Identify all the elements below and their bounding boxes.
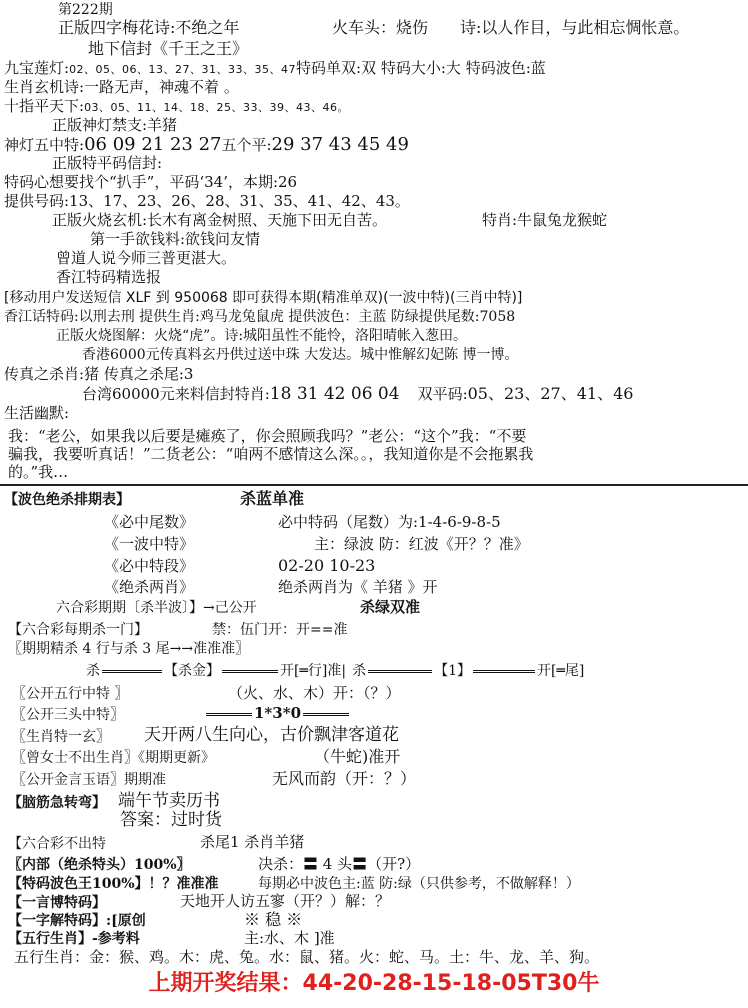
shayimen-label: 【六合彩每期杀一门】 <box>8 622 148 638</box>
wuxing-shengxiao-value: 主:水、木 ]准 <box>244 929 335 947</box>
humor-line-1: 我：“老公，如果我以后要是瘫痪了，你会照顾我吗？”老公：“这个”我：“不要 <box>8 427 527 445</box>
weishu-label: 《必中尾数》 <box>104 513 195 531</box>
zengdao-row: 曾道人说今师三普更湛大。 <box>56 249 237 267</box>
santou-label: 〖公开三头中特〗 <box>12 707 124 723</box>
double-bar <box>473 670 535 673</box>
wuxing-zodiac-list: 五行生肖：金：猴、鸡。木：虎、兔。水：鼠、猪。火：蛇、马。土：牛、龙、羊、狗。 <box>14 948 600 966</box>
jinyan-value: 无风而韵（开：？） <box>272 769 417 788</box>
zengnvshi-value: （牛蛇)准开 <box>314 747 401 766</box>
double-bar <box>303 713 349 716</box>
yixuan-value: 天开两八生向心，古价飘津客道花 <box>144 725 399 745</box>
zengnvshi-label: 〖曾女士不出生肖〗《期期更新》 <box>12 750 215 766</box>
wuxing-label: 〖公开五行中特 〗 <box>12 686 129 702</box>
huotu-row: 正版火烧图解：火烧“虎”。诗:城阳虽性不能怜，洛阳晴帐入葱田。 <box>56 328 468 344</box>
tepingma-envelope: 正版特平码信封: <box>52 154 163 172</box>
huatema-row: 香江话特码:以刑去刑 提供生肖:鸡马龙兔鼠虎 提供波色：主蓝 防绿提供尾数:7058 <box>4 309 516 325</box>
double-bar <box>222 670 278 673</box>
double-bar <box>206 713 252 716</box>
chuanzhen-row: 传真之杀肖:猪 传真之杀尾:3 <box>4 365 194 383</box>
diyishou-row: 第一手欲钱料:欲钱问友情 <box>90 230 261 248</box>
teduan-label: 《必中特段》 <box>104 557 195 575</box>
double-bar <box>368 670 432 673</box>
poem-title: 正版四字梅花诗:不绝之年 <box>58 18 240 37</box>
shendeng-wu-label: 五个平: <box>221 136 272 154</box>
taiwan-row <box>82 385 633 405</box>
huoshao-text: 正版火烧玄机:长木有离金树照、天施下田无自苦。 <box>52 211 388 229</box>
naojin-label: 【脑筋急转弯】 <box>8 795 106 811</box>
nine-lotus-row <box>4 60 546 77</box>
shajin-hang: 开[═行]准| <box>280 663 347 679</box>
taiwan-numbers: 18 31 42 06 04 <box>269 384 400 404</box>
xiangjiang-title: 香江特码精选报 <box>56 268 162 286</box>
shajin-row <box>86 663 584 679</box>
tigong-row: 提供号码:13、17、23、26、28、31、35、41、42、43。 <box>4 192 410 210</box>
shajin-one: 【1】 <box>434 663 471 679</box>
bose-label: 【波色绝杀排期表】 <box>4 492 130 508</box>
shendeng-row <box>4 135 409 156</box>
underground-envelope: 地下信封《千王之王》 <box>88 39 249 58</box>
jinyan-label: 〖公开金言玉语〗期期准 <box>12 772 166 788</box>
neibu-label: 〖内部（绝杀特头）100%〗 <box>8 857 191 873</box>
issue-number: 第222期 <box>58 2 113 18</box>
santou-row <box>204 705 351 722</box>
shuangping-label: 双平码: <box>417 385 468 403</box>
nine-lotus-label: 九宝莲灯: <box>4 59 70 77</box>
bosewang-value: 每期必中波色主:蓝 防:绿（只供参考，不做解释！） <box>258 876 580 892</box>
shayimen-value: 禁：伍门开：开==准 <box>212 622 348 638</box>
shajin-sha-2: 杀 <box>352 663 367 679</box>
bose-title: 杀蓝单准 <box>240 489 305 508</box>
yizijie-label: 【一字解特码】:[原创 <box>8 913 146 929</box>
yiyan-value: 天地开人访五寥（开？）解：？ <box>180 892 391 910</box>
double-bar <box>102 670 162 673</box>
buchu-value: 杀尾1 杀肖羊猪 <box>200 833 305 851</box>
sms-notice: [移动用户发送短信 XLF 到 950068 即可获得本期(精准单双)(一波中特)(三肖中特)] <box>4 290 523 306</box>
shajin-jin: 【杀金】 <box>164 663 220 679</box>
naojin-answer: 答案：过时货 <box>120 810 222 830</box>
liangxiao-value: 绝杀两肖为《 羊猪 》开 <box>278 578 438 596</box>
yibo-label: 《一波中特》 <box>104 535 195 553</box>
shenjin-row: 正版神灯禁支:羊猪 <box>52 116 178 134</box>
shendeng-numbers: 06 09 21 23 27 <box>84 134 222 155</box>
neibu-value: 决杀：〓 4 头〓（开?） <box>258 855 421 873</box>
liangxiao-label: 《绝杀两肖》 <box>104 578 195 596</box>
weishu-value: 必中特码（尾数）为:1-4-6-9-8-5 <box>278 513 501 531</box>
yibo-value: 主：绿波 防：红波《开？？准》 <box>314 535 529 553</box>
humor-line-2: 骗我，我要听真话！”二货老公：“咱两不感情这么深。。，我知道你是不会拖累我 <box>8 445 534 463</box>
shajin-sha: 杀 <box>86 663 100 679</box>
poem-verse: 诗:以人作目，与此相忘惆怅意。 <box>460 18 690 37</box>
xinxiang-row: 特码心想要找个“扒手”，平码‘34’，本期:26 <box>4 173 298 191</box>
buchu-label: 【六合彩不出特 <box>8 836 106 852</box>
bosewang-label: 【特码波色王100%】！？准准准 <box>8 876 219 892</box>
shuangping-numbers: 05、23、27、41、46 <box>467 384 634 403</box>
section-divider <box>0 484 748 486</box>
santou-value: 1*3*0 <box>254 704 301 722</box>
hongkong-row: 香港6000元传真料玄丹供过送中珠 大发达。城中惟解幻妃陈 博一博。 <box>82 347 519 363</box>
humor-line-3: 的。”我… <box>8 463 69 481</box>
yixuan-label: 〖生肖特一玄〗 <box>12 729 110 745</box>
naojin-question: 端午节卖历书 <box>118 791 220 811</box>
shizhi-row <box>4 98 349 115</box>
shizhi-label: 十指平天下: <box>4 97 85 115</box>
nine-lotus-attributes: 特码单双:双 特码大小:大 特码波色:蓝 <box>296 59 546 77</box>
shendeng-label: 神灯五中特: <box>4 136 85 154</box>
shabanbo-label: 六合彩期期〔杀半波〕】→己公开 <box>56 600 257 616</box>
taiwan-label: 台湾60000元来料信封特肖: <box>82 385 270 403</box>
shizhi-numbers: 03、05、11、14、18、25、33、39、43、46。 <box>84 101 350 114</box>
yizijie-value: ※ 稳 ※ <box>244 910 303 929</box>
humor-title: 生活幽默: <box>4 404 70 422</box>
fire-head: 火车头：烧伤 <box>332 18 429 37</box>
wuxing-value: （火、水、木）开：（？） <box>228 684 401 702</box>
wuxing-shengxiao-label: 【五行生肖】-参考料 <box>8 931 140 947</box>
xuanji-poem: 生肖玄机诗:一路无声，神魂不着 。 <box>4 78 239 96</box>
nine-lotus-numbers: 02、05、06、13、27、31、33、35、47 <box>69 63 297 76</box>
yiyan-label: 【一言博特码】 <box>8 895 106 911</box>
teduan-value: 02-20 10-23 <box>278 556 376 575</box>
shajin-wei: 开[═尾] <box>537 663 585 679</box>
shendeng-wu-numbers: 29 37 43 45 49 <box>271 134 409 155</box>
jingsha-row: 〖期期精杀 4 行与杀 3 尾→→准准准〗 <box>8 641 250 657</box>
last-draw-result: 上期开奖结果：44-20-28-15-18-05T30牛 <box>148 971 600 996</box>
shabanbo-title: 杀绿双准 <box>360 598 421 616</box>
huoshao-texiao: 特肖:牛鼠兔龙猴蛇 <box>482 211 608 229</box>
